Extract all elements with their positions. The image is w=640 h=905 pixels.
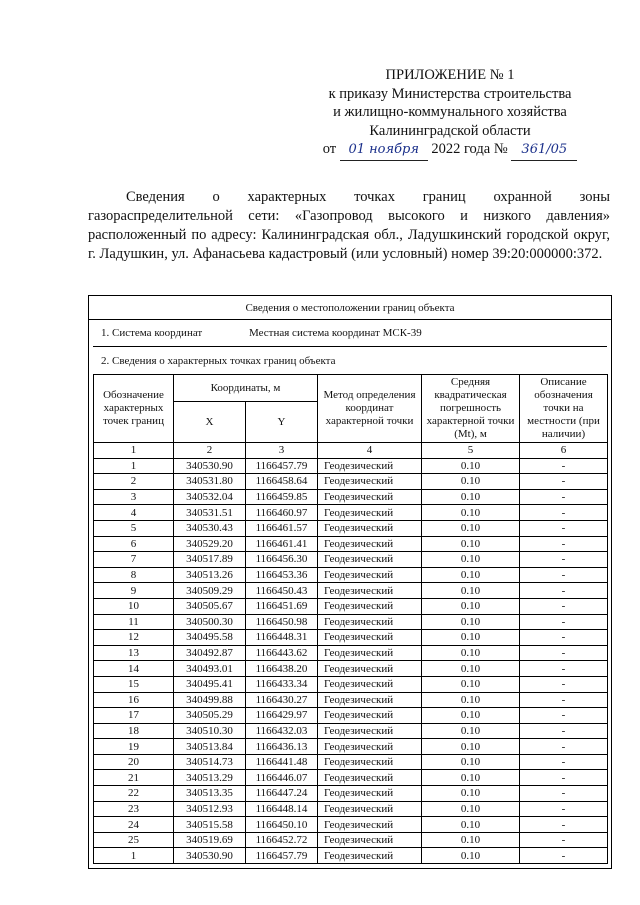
x-coordinate-cell: 340505.67 — [174, 598, 246, 614]
y-coordinate-cell: 1166456.30 — [246, 552, 318, 568]
error-cell: 0.10 — [422, 801, 520, 817]
x-coordinate-cell: 340532.04 — [174, 489, 246, 505]
description-cell: - — [520, 832, 608, 848]
description-cell: - — [520, 645, 608, 661]
point-id-cell: 8 — [94, 567, 174, 583]
table-row — [94, 739, 608, 755]
table-row — [94, 770, 608, 786]
boundary-table-container — [88, 295, 612, 869]
y-coordinate-cell: 1166450.98 — [246, 614, 318, 630]
order-line-3: Калининградской области — [369, 122, 531, 139]
description-cell: - — [520, 848, 608, 864]
table-row — [94, 817, 608, 833]
description-cell: - — [520, 458, 608, 474]
description-cell: - — [520, 630, 608, 646]
x-coordinate-cell: 340529.20 — [174, 536, 246, 552]
header-designation: Обозначение характерных точек границ — [94, 375, 174, 443]
appendix-header — [300, 66, 600, 161]
method-cell: Геодезический — [318, 848, 422, 864]
method-cell: Геодезический — [318, 630, 422, 646]
error-cell: 0.10 — [422, 786, 520, 802]
error-cell: 0.10 — [422, 552, 520, 568]
point-id-cell: 16 — [94, 692, 174, 708]
table-title — [89, 296, 611, 320]
method-cell: Геодезический — [318, 567, 422, 583]
y-coordinate-cell: 1166432.03 — [246, 723, 318, 739]
order-line-2: и жилищно-коммунального хозяйства — [333, 104, 567, 120]
description-cell: - — [520, 520, 608, 536]
method-cell: Геодезический — [318, 832, 422, 848]
x-coordinate-cell: 340513.35 — [174, 786, 246, 802]
y-coordinate-cell: 1166438.20 — [246, 661, 318, 677]
header-y: Y — [246, 402, 318, 443]
table-title-text: Сведения о местоположении границ объекта — [245, 301, 455, 314]
y-coordinate-cell: 1166451.69 — [246, 598, 318, 614]
method-cell: Геодезический — [318, 754, 422, 770]
point-id-cell: 4 — [94, 505, 174, 521]
table-row — [94, 661, 608, 677]
error-cell: 0.10 — [422, 754, 520, 770]
method-cell: Геодезический — [318, 598, 422, 614]
error-cell: 0.10 — [422, 474, 520, 490]
points-table — [93, 374, 608, 864]
x-coordinate-cell: 340517.89 — [174, 552, 246, 568]
x-coordinate-cell: 340492.87 — [174, 645, 246, 661]
point-id-cell: 24 — [94, 817, 174, 833]
table-row — [94, 505, 608, 521]
description-cell: - — [520, 489, 608, 505]
point-id-cell: 3 — [94, 489, 174, 505]
method-cell: Геодезический — [318, 552, 422, 568]
x-coordinate-cell: 340505.29 — [174, 708, 246, 724]
table-row — [94, 832, 608, 848]
col-number: 6 — [520, 443, 608, 459]
error-cell: 0.10 — [422, 676, 520, 692]
intro-text: Сведения о характерных точках границ охранной зоны газораспределительной сети: «Газопровод высокого и низкого давления» расположенный по адресу: Калининградская обл., Ладушкинский городской округ, г. Ладушкин, ул. Афанасьева кадастровый (или условный) номер 39:20:000000:372. — [88, 189, 610, 262]
coordinate-system-row — [93, 320, 607, 347]
header-x: X — [174, 402, 246, 443]
y-coordinate-cell: 1166443.62 — [246, 645, 318, 661]
table-row — [94, 630, 608, 646]
table-row — [94, 536, 608, 552]
method-cell: Геодезический — [318, 474, 422, 490]
description-cell: - — [520, 583, 608, 599]
point-id-cell: 25 — [94, 832, 174, 848]
error-cell: 0.10 — [422, 770, 520, 786]
description-cell: - — [520, 770, 608, 786]
method-cell: Геодезический — [318, 458, 422, 474]
y-coordinate-cell: 1166429.97 — [246, 708, 318, 724]
x-coordinate-cell: 340514.73 — [174, 754, 246, 770]
y-coordinate-cell: 1166430.27 — [246, 692, 318, 708]
points-section-row — [93, 347, 607, 374]
error-cell: 0.10 — [422, 645, 520, 661]
description-cell: - — [520, 801, 608, 817]
y-coordinate-cell: 1166458.64 — [246, 474, 318, 490]
x-coordinate-cell: 340493.01 — [174, 661, 246, 677]
header-coordinates: Координаты, м — [174, 375, 318, 402]
point-id-cell: 1 — [94, 848, 174, 864]
y-coordinate-cell: 1166448.14 — [246, 801, 318, 817]
x-coordinate-cell: 340530.90 — [174, 458, 246, 474]
description-cell: - — [520, 567, 608, 583]
x-coordinate-cell: 340513.84 — [174, 739, 246, 755]
x-coordinate-cell: 340519.69 — [174, 832, 246, 848]
method-cell: Геодезический — [318, 786, 422, 802]
y-coordinate-cell: 1166457.79 — [246, 458, 318, 474]
table-row — [94, 458, 608, 474]
table-row — [94, 598, 608, 614]
table-row — [94, 708, 608, 724]
method-cell: Геодезический — [318, 739, 422, 755]
method-cell: Геодезический — [318, 536, 422, 552]
error-cell: 0.10 — [422, 567, 520, 583]
error-cell: 0.10 — [422, 817, 520, 833]
y-coordinate-cell: 1166450.43 — [246, 583, 318, 599]
description-cell: - — [520, 723, 608, 739]
x-coordinate-cell: 340499.88 — [174, 692, 246, 708]
error-cell: 0.10 — [422, 723, 520, 739]
point-id-cell: 13 — [94, 645, 174, 661]
table-row — [94, 692, 608, 708]
table-row — [94, 489, 608, 505]
y-coordinate-cell: 1166459.85 — [246, 489, 318, 505]
handwritten-order-number: 361/05 — [511, 141, 577, 161]
description-cell: - — [520, 614, 608, 630]
method-cell: Геодезический — [318, 645, 422, 661]
point-id-cell: 2 — [94, 474, 174, 490]
description-cell: - — [520, 786, 608, 802]
y-coordinate-cell: 1166433.34 — [246, 676, 318, 692]
method-cell: Геодезический — [318, 583, 422, 599]
table-row — [94, 723, 608, 739]
table-row — [94, 552, 608, 568]
coordinate-system-value: Местная система координат МСК-39 — [249, 327, 422, 339]
point-id-cell: 7 — [94, 552, 174, 568]
y-coordinate-cell: 1166446.07 — [246, 770, 318, 786]
method-cell: Геодезический — [318, 614, 422, 630]
method-cell: Геодезический — [318, 692, 422, 708]
description-cell: - — [520, 474, 608, 490]
x-coordinate-cell: 340512.93 — [174, 801, 246, 817]
x-coordinate-cell: 340495.58 — [174, 630, 246, 646]
error-cell: 0.10 — [422, 536, 520, 552]
point-id-cell: 14 — [94, 661, 174, 677]
handwritten-date: 01 ноября — [340, 141, 428, 161]
col-number: 1 — [94, 443, 174, 459]
y-coordinate-cell: 1166457.79 — [246, 848, 318, 864]
error-cell: 0.10 — [422, 583, 520, 599]
point-id-cell: 21 — [94, 770, 174, 786]
points-table-body — [94, 458, 608, 863]
col-number: 2 — [174, 443, 246, 459]
intro-paragraph — [88, 188, 610, 264]
table-row — [94, 567, 608, 583]
method-cell: Геодезический — [318, 708, 422, 724]
x-coordinate-cell: 340530.43 — [174, 520, 246, 536]
table-row — [94, 474, 608, 490]
description-cell: - — [520, 552, 608, 568]
point-id-cell: 18 — [94, 723, 174, 739]
description-cell: - — [520, 739, 608, 755]
order-date-line — [300, 140, 600, 161]
table-row — [94, 754, 608, 770]
point-id-cell: 12 — [94, 630, 174, 646]
column-numbers-row — [94, 443, 608, 459]
method-cell: Геодезический — [318, 770, 422, 786]
x-coordinate-cell: 340513.26 — [174, 567, 246, 583]
method-cell: Геодезический — [318, 723, 422, 739]
y-coordinate-cell: 1166452.72 — [246, 832, 318, 848]
point-id-cell: 1 — [94, 458, 174, 474]
y-coordinate-cell: 1166436.13 — [246, 739, 318, 755]
error-cell: 0.10 — [422, 598, 520, 614]
points-section-label: 2. Сведения о характерных точках границ объекта — [101, 354, 336, 367]
x-coordinate-cell: 340500.30 — [174, 614, 246, 630]
header-description: Описание обозначения точки на местности (при наличии) — [520, 375, 608, 443]
x-coordinate-cell: 340510.30 — [174, 723, 246, 739]
description-cell: - — [520, 661, 608, 677]
table-row — [94, 614, 608, 630]
error-cell: 0.10 — [422, 832, 520, 848]
y-coordinate-cell: 1166453.36 — [246, 567, 318, 583]
method-cell: Геодезический — [318, 489, 422, 505]
y-coordinate-cell: 1166450.10 — [246, 817, 318, 833]
error-cell: 0.10 — [422, 692, 520, 708]
x-coordinate-cell: 340513.29 — [174, 770, 246, 786]
point-id-cell: 17 — [94, 708, 174, 724]
description-cell: - — [520, 505, 608, 521]
description-cell: - — [520, 676, 608, 692]
point-id-cell: 10 — [94, 598, 174, 614]
x-coordinate-cell: 340531.51 — [174, 505, 246, 521]
y-coordinate-cell: 1166447.24 — [246, 786, 318, 802]
col-number: 5 — [422, 443, 520, 459]
table-row — [94, 583, 608, 599]
description-cell: - — [520, 754, 608, 770]
error-cell: 0.10 — [422, 614, 520, 630]
error-cell: 0.10 — [422, 739, 520, 755]
error-cell: 0.10 — [422, 630, 520, 646]
y-coordinate-cell: 1166460.97 — [246, 505, 318, 521]
col-number: 4 — [318, 443, 422, 459]
point-id-cell: 23 — [94, 801, 174, 817]
point-id-cell: 20 — [94, 754, 174, 770]
description-cell: - — [520, 708, 608, 724]
col-number: 3 — [246, 443, 318, 459]
error-cell: 0.10 — [422, 708, 520, 724]
table-row — [94, 848, 608, 864]
x-coordinate-cell: 340515.58 — [174, 817, 246, 833]
method-cell: Геодезический — [318, 505, 422, 521]
header-error: Средняя квадратическая погрешность характерной точки (Mt), м — [422, 375, 520, 443]
point-id-cell: 11 — [94, 614, 174, 630]
point-id-cell: 15 — [94, 676, 174, 692]
table-row — [94, 786, 608, 802]
method-cell: Геодезический — [318, 801, 422, 817]
table-row — [94, 676, 608, 692]
table-row — [94, 520, 608, 536]
x-coordinate-cell: 340509.29 — [174, 583, 246, 599]
error-cell: 0.10 — [422, 489, 520, 505]
error-cell: 0.10 — [422, 458, 520, 474]
coordinate-system-label: 1. Система координат — [101, 327, 203, 339]
method-cell: Геодезический — [318, 661, 422, 677]
x-coordinate-cell: 340495.41 — [174, 676, 246, 692]
method-cell: Геодезический — [318, 520, 422, 536]
error-cell: 0.10 — [422, 520, 520, 536]
point-id-cell: 22 — [94, 786, 174, 802]
error-cell: 0.10 — [422, 505, 520, 521]
description-cell: - — [520, 536, 608, 552]
description-cell: - — [520, 817, 608, 833]
method-cell: Геодезический — [318, 676, 422, 692]
description-cell: - — [520, 598, 608, 614]
point-id-cell: 19 — [94, 739, 174, 755]
x-coordinate-cell: 340531.80 — [174, 474, 246, 490]
y-coordinate-cell: 1166441.48 — [246, 754, 318, 770]
error-cell: 0.10 — [422, 848, 520, 864]
table-row — [94, 801, 608, 817]
order-line-1: к приказу Министерства строительства — [328, 85, 572, 102]
date-suffix: 2022 года № — [431, 141, 508, 157]
y-coordinate-cell: 1166448.31 — [246, 630, 318, 646]
y-coordinate-cell: 1166461.57 — [246, 520, 318, 536]
point-id-cell: 9 — [94, 583, 174, 599]
point-id-cell: 5 — [94, 520, 174, 536]
x-coordinate-cell: 340530.90 — [174, 848, 246, 864]
point-id-cell: 6 — [94, 536, 174, 552]
table-row — [94, 645, 608, 661]
date-prefix: от — [322, 141, 337, 157]
method-cell: Геодезический — [318, 817, 422, 833]
y-coordinate-cell: 1166461.41 — [246, 536, 318, 552]
header-method: Метод определения координат характерной точки — [318, 375, 422, 443]
description-cell: - — [520, 692, 608, 708]
appendix-title: ПРИЛОЖЕНИЕ № 1 — [385, 67, 515, 83]
error-cell: 0.10 — [422, 661, 520, 677]
